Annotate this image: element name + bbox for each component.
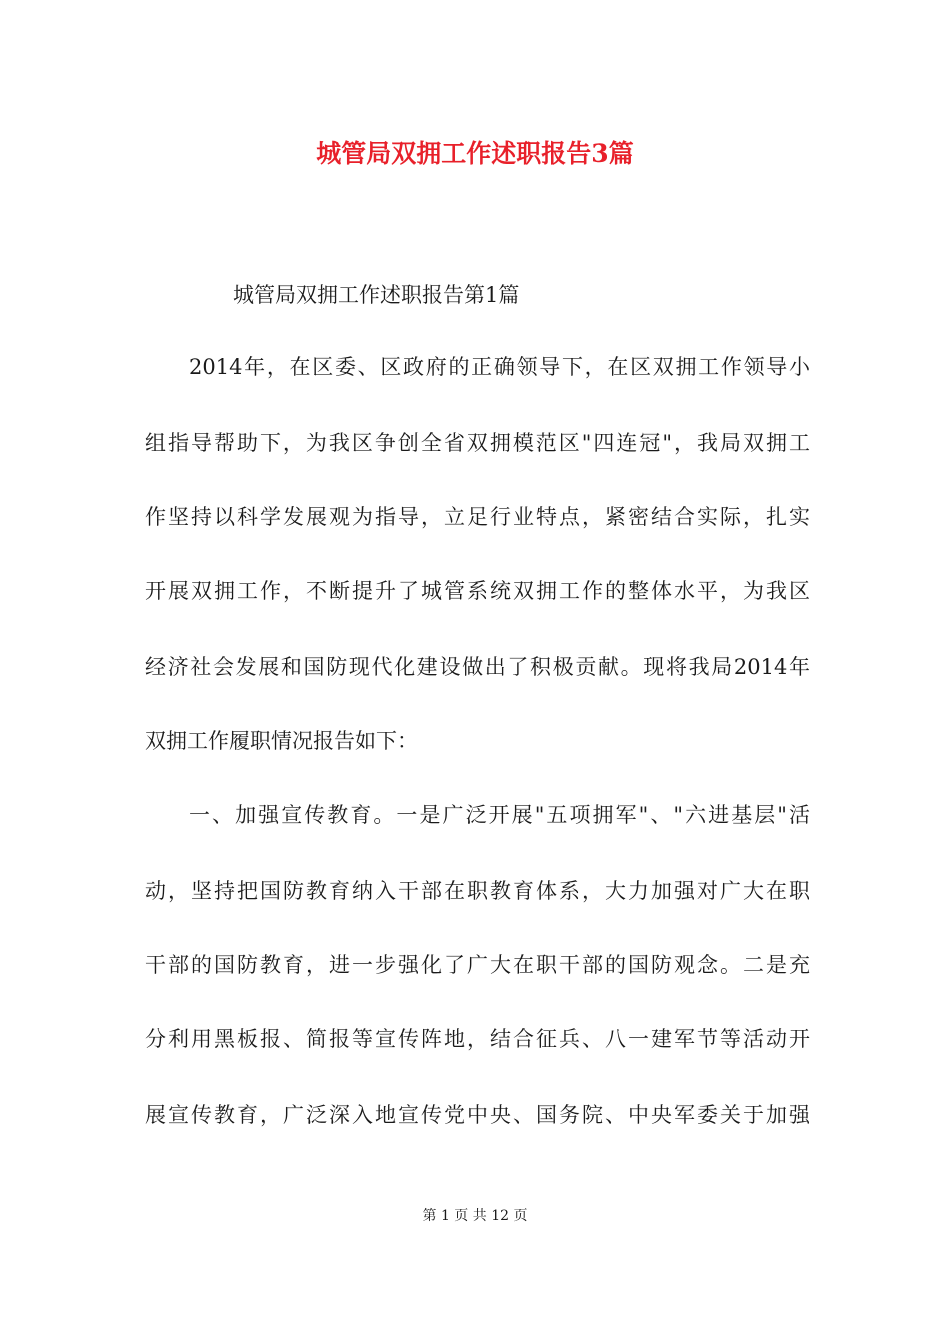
- body-line: 组指导帮助下，为我区争创全省双拥模范区"四连冠"，我局双拥工: [145, 431, 810, 455]
- body-line: 双拥工作履职情况报告如下：: [145, 729, 418, 753]
- body-line: 开展双拥工作，不断提升了城管系统双拥工作的整体水平，为我区: [145, 579, 810, 603]
- body-line: 动，坚持把国防教育纳入干部在职教育体系，大力加强对广大在职: [145, 879, 810, 903]
- page-number-footer: 第 1 页 共 12 页: [422, 1208, 528, 1224]
- body-line: 一、加强宣传教育。一是广泛开展"五项拥军"、"六进基层"活: [189, 803, 810, 827]
- body-line: 2014年，在区委、区政府的正确领导下，在区双拥工作领导小: [189, 355, 810, 379]
- body-line: 分利用黑板报、简报等宣传阵地，结合征兵、八一建军节等活动开: [145, 1027, 810, 1051]
- body-line: 作坚持以科学发展观为指导，立足行业特点，紧密结合实际，扎实: [145, 505, 810, 529]
- section-subheading: 城管局双拥工作述职报告第1篇: [233, 283, 520, 307]
- body-line: 干部的国防教育，进一步强化了广大在职干部的国防观念。二是充: [145, 953, 810, 977]
- body-line: 经济社会发展和国防现代化建设做出了积极贡献。现将我局2014年: [145, 655, 810, 679]
- body-line: 展宣传教育，广泛深入地宣传党中央、国务院、中央军委关于加强: [145, 1103, 810, 1127]
- document-title: 城管局双拥工作述职报告3篇: [316, 139, 634, 168]
